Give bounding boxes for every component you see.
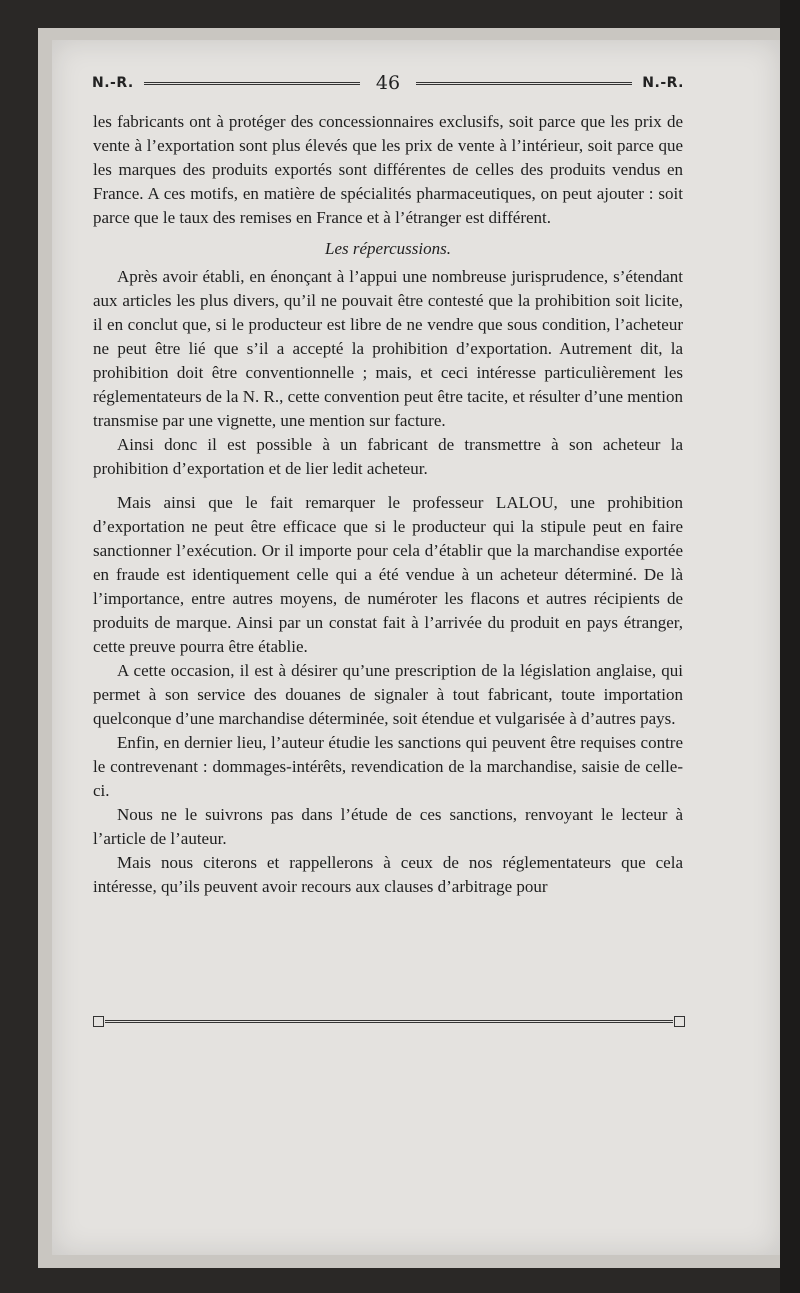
paragraph: Après avoir établi, en énonçant à l’appui une nombreuse jurisprudence, s’étendant aux articles les plus divers, qu’il ne pouvait être contesté que la prohibition soit licite, il en conclut que, si le producteur est libre de ne vendre que sous condition, l’acheteur ne peut être lié que s’il a accepté la prohibition d’exportation. Autrement dit, la prohibition doit être conventionnelle ; mais, et ceci intéresse particulièrement les réglementateurs de la N. R., cette convention peut être tacite, et résulter d’une mention transmise par une vignette, une mention sur facture.: [93, 267, 683, 430]
footer-square-left: [93, 1016, 104, 1027]
scan-edge: [780, 0, 800, 1293]
footer-rule: [105, 1020, 673, 1023]
paragraph: Ainsi donc il est possible à un fabricant de transmettre à son acheteur la prohibition d’exportation et de lier ledit acheteur.: [93, 435, 683, 478]
page-number: 46: [375, 72, 401, 94]
paragraph: Mais ainsi que le fait remarquer le professeur LALOU, une prohibition d’exportation ne peut être efficace que si le producteur qui la stipule peut en faire sanctionner l’exécution. Or il importe pour cela d’établir que la marchandise exportée en fraude est identiquement celle qui a été vendue à un acheteur déterminé. De là l’importance, entre autres moyens, de numéroter les flacons et autres récipients de produits de marque. Ainsi par un constat fait à l’arrivée du produit en pays étranger, cette preuve pourra être établie.: [93, 493, 683, 656]
section-subtitle: Les répercussions.: [325, 239, 451, 258]
footer-ornament: [93, 1013, 685, 1029]
header-right-label: N.-R.: [642, 75, 684, 91]
footer-square-right: [674, 1016, 685, 1027]
paragraph: A cette occasion, il est à désirer qu’une prescription de la législation anglaise, qui permet à son service des douanes de signaler à tout fabricant, toute importation quelconque d’une marchandise déterminée, soit étendue et vulgarisée à d’autres pays.: [93, 661, 683, 728]
paragraph: Mais nous citerons et rappellerons à ceux de nos réglementateurs que cela intéresse, qu’ils peuvent avoir recours aux clauses d’arbitrage pour: [93, 853, 683, 896]
paragraph: Nous ne le suivrons pas dans l’étude de ces sanctions, renvoyant le lecteur à l’article de l’auteur.: [93, 805, 683, 848]
header-rule-left: [144, 82, 360, 85]
running-header: [92, 68, 684, 98]
header-rule-right: [416, 82, 632, 85]
header-left-label: N.-R.: [92, 75, 134, 91]
body-text: [93, 110, 683, 899]
paragraph: les fabricants ont à protéger des concessionnaires exclusifs, soit parce que les prix de vente à l’exportation sont plus élevés que les prix de vente à l’intérieur, soit parce que les marques des produits exportés sont différentes de celles des produits vendus en France. A ces motifs, en matière de spécialités pharmaceutiques, on peut ajouter : soit parce que le taux des remises en France et à l’étranger est différent.: [93, 112, 683, 227]
paragraph: Enfin, en dernier lieu, l’auteur étudie les sanctions qui peuvent être requises contre le contrevenant : dommages-intérêts, revendication de la marchandise, saisie de celle-ci.: [93, 733, 683, 800]
